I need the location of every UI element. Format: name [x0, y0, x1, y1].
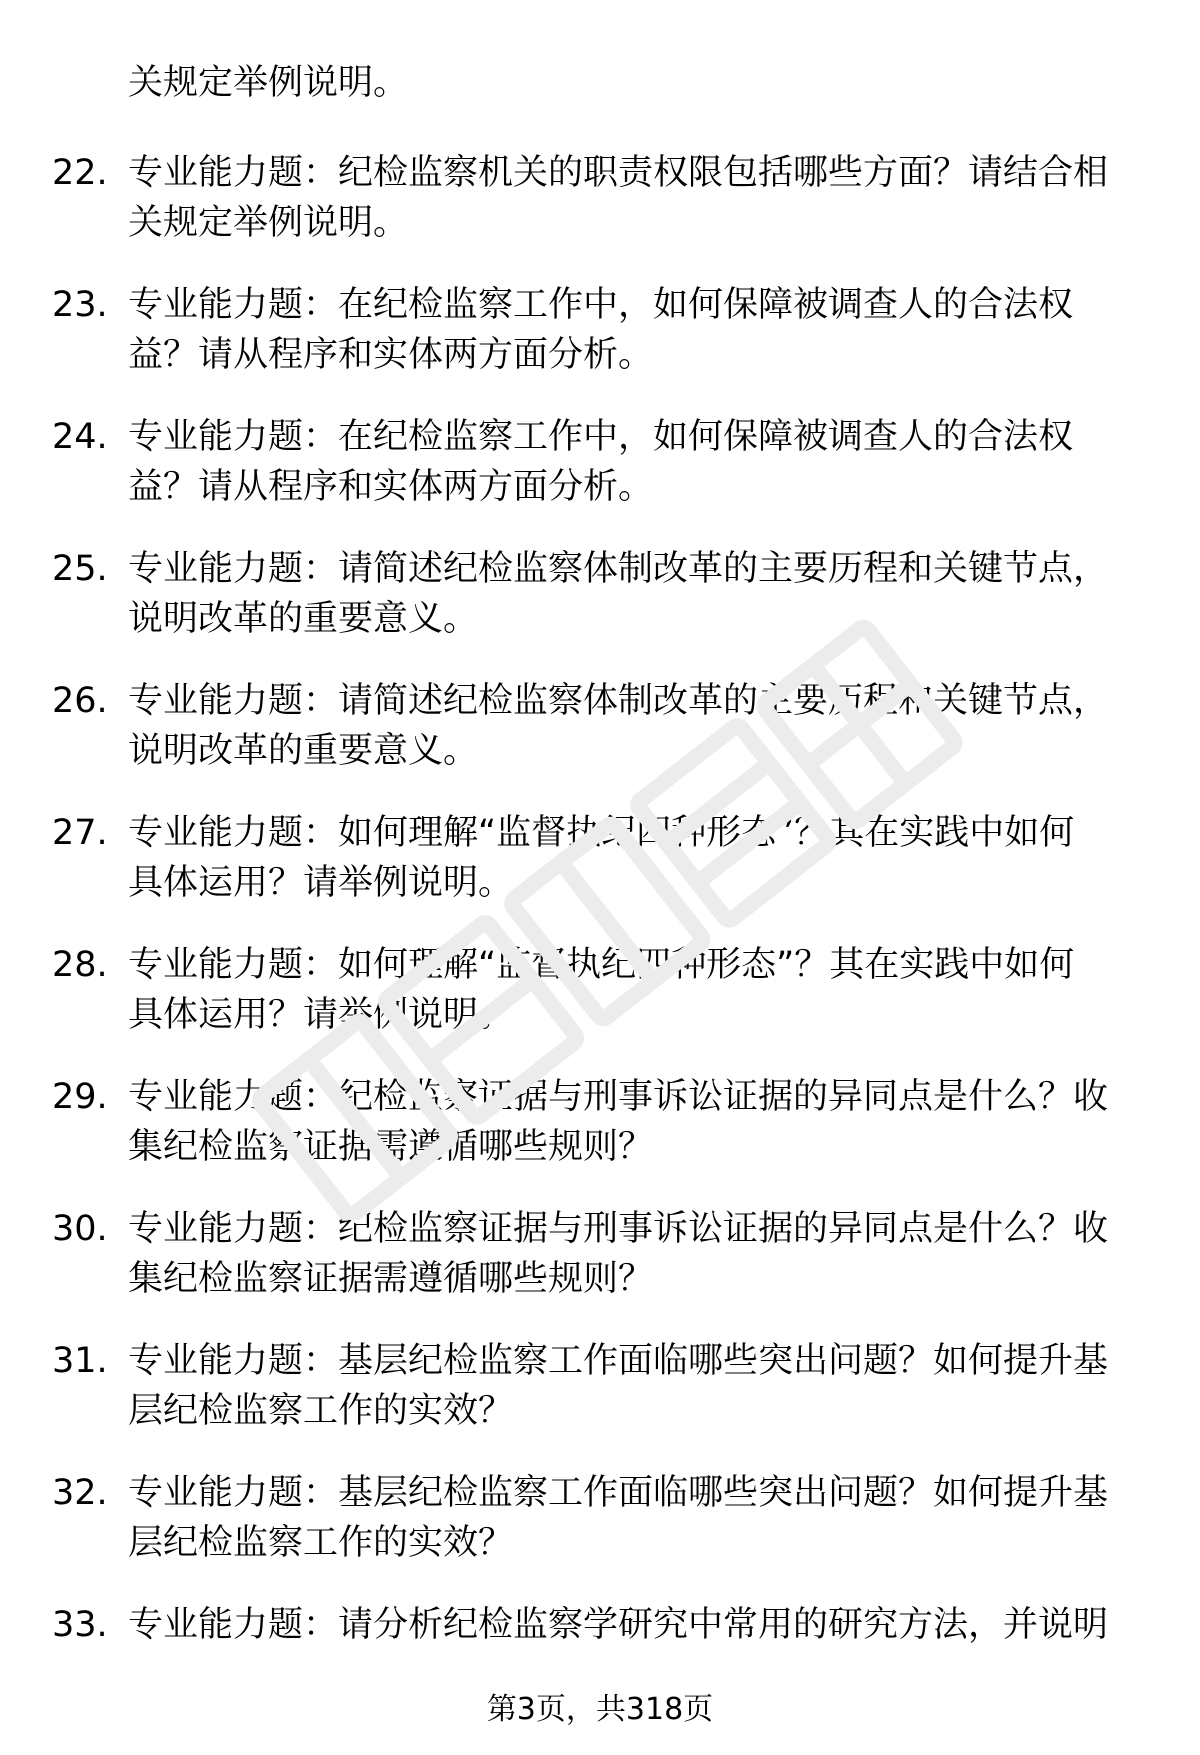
question-line: 集纪检监察证据需遵循哪些规则？: [128, 1127, 654, 1167]
question-number: 32.: [52, 1473, 108, 1513]
question-line: 具体运用？请举例说明。: [128, 995, 514, 1035]
question-line: 专业能力题：如何理解“监督执纪四种形态”？其在实践中如何: [128, 813, 1075, 853]
question-number: 28.: [52, 945, 108, 985]
question-line: 关规定举例说明。: [128, 203, 409, 243]
question-line: 专业能力题：请简述纪检监察体制改革的主要历程和关键节点，: [128, 549, 1109, 589]
question-list: [0, 148, 1200, 1732]
question-line: 说明改革的重要意义。: [128, 731, 479, 771]
question-line: 专业能力题：如何理解“监督执纪四种形态”？其在实践中如何: [128, 945, 1075, 985]
question-text: [128, 676, 1148, 776]
question-item: [0, 1204, 1200, 1336]
question-text: [128, 412, 1148, 512]
question-number: 27.: [52, 813, 108, 853]
question-line: 专业能力题：纪检监察证据与刑事诉讼证据的异同点是什么？收: [128, 1077, 1109, 1117]
question-item: [0, 808, 1200, 940]
question-item: [0, 280, 1200, 412]
question-text: [128, 544, 1148, 644]
question-number: 31.: [52, 1341, 108, 1381]
question-line: 益？请从程序和实体两方面分析。: [128, 335, 654, 375]
question-number: 23.: [52, 285, 108, 325]
question-number: 30.: [52, 1209, 108, 1249]
question-line: 专业能力题：在纪检监察工作中，如何保障被调查人的合法权: [128, 285, 1074, 325]
question-line: 专业能力题：纪检监察证据与刑事诉讼证据的异同点是什么？收: [128, 1209, 1109, 1249]
question-item: [0, 1468, 1200, 1600]
question-number: 22.: [52, 153, 108, 193]
continuation-line: 关规定举例说明。: [128, 63, 409, 103]
question-line: 专业能力题：在纪检监察工作中，如何保障被调查人的合法权: [128, 417, 1074, 457]
question-line: 益？请从程序和实体两方面分析。: [128, 467, 654, 507]
question-number: 33.: [52, 1605, 108, 1645]
question-number: 26.: [52, 681, 108, 721]
question-text: [128, 1336, 1148, 1436]
question-text: [128, 808, 1148, 908]
page-footer: 第3页，共318页: [486, 1692, 714, 1727]
question-line: 说明改革的重要意义。: [128, 599, 479, 639]
question-line: 专业能力题：请简述纪检监察体制改革的主要历程和关键节点，: [128, 681, 1109, 721]
question-line: 专业能力题：基层纪检监察工作面临哪些突出问题？如何提升基: [128, 1473, 1109, 1513]
question-item: [0, 940, 1200, 1072]
question-text: [128, 280, 1148, 380]
question-text: [128, 1600, 1148, 1650]
question-line: 层纪检监察工作的实效？: [128, 1391, 514, 1431]
question-line: 专业能力题：基层纪检监察工作面临哪些突出问题？如何提升基: [128, 1341, 1109, 1381]
question-item: [0, 544, 1200, 676]
question-line: 层纪检监察工作的实效？: [128, 1523, 514, 1563]
question-text: [128, 148, 1148, 248]
question-number: 24.: [52, 417, 108, 457]
question-item: [0, 148, 1200, 280]
question-text: [128, 940, 1148, 1040]
question-line: 专业能力题：纪检监察机关的职责权限包括哪些方面？请结合相: [128, 153, 1109, 193]
question-number: 25.: [52, 549, 108, 589]
question-item: [0, 412, 1200, 544]
question-text: [128, 1072, 1148, 1172]
question-line: 专业能力题：请分析纪检监察学研究中常用的研究方法，并说明: [128, 1605, 1109, 1645]
question-text: [128, 1204, 1148, 1304]
question-item: [0, 1072, 1200, 1204]
question-number: 29.: [52, 1077, 108, 1117]
question-item: [0, 676, 1200, 808]
question-text: [128, 1468, 1148, 1568]
question-line: 具体运用？请举例说明。: [128, 863, 514, 903]
question-item: [0, 1336, 1200, 1468]
question-line: 集纪检监察证据需遵循哪些规则？: [128, 1259, 654, 1299]
